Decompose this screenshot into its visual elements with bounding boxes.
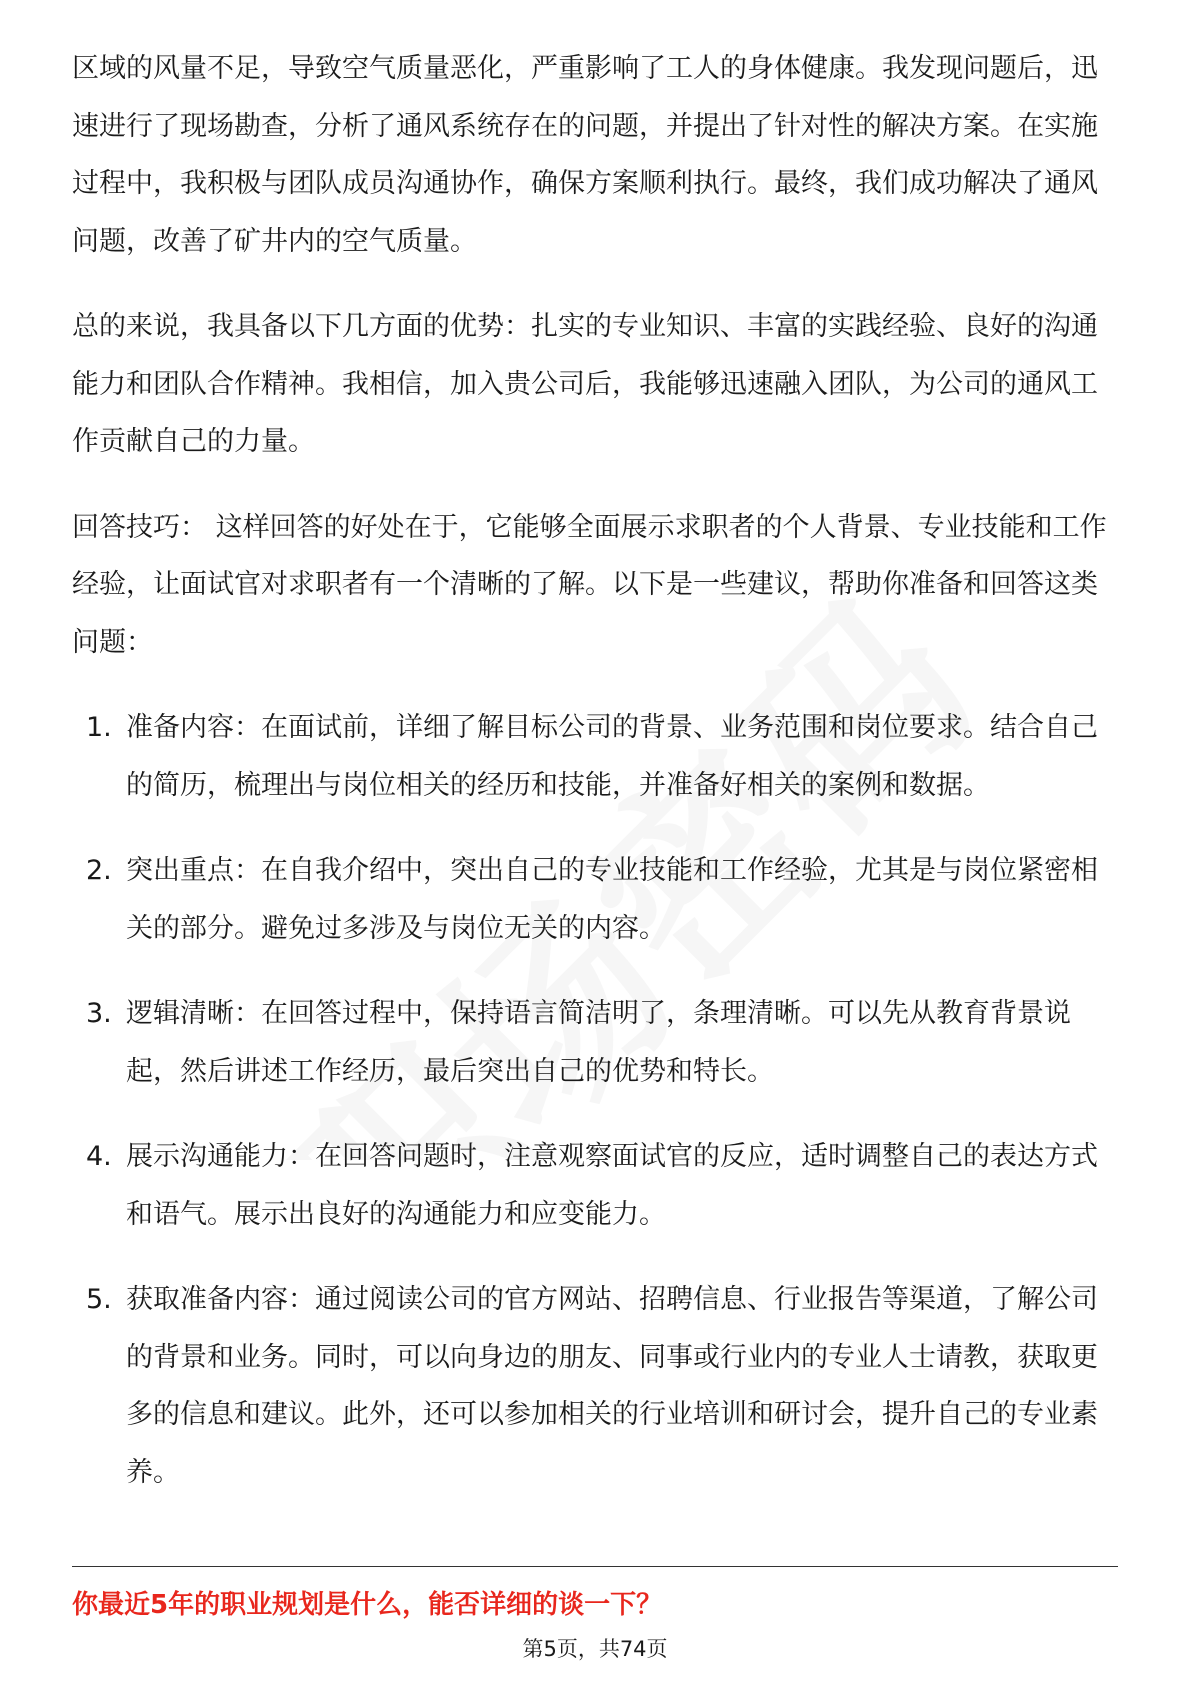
list-number: 2. [86, 855, 112, 886]
list-number: 3. [86, 998, 112, 1029]
paragraph-experience: 区域的风量不足，导致空气质量恶化，严重影响了工人的身体健康。我发现问题后，迅速进行了现场勘查，分析了通风系统存在的问题，并提出了针对性的解决方案。在实施过程中，我积极与团队成员沟通协作，确保方案顺利执行。最终，我们成功解决了通风问题，改善了矿井内的空气质量。 [72, 53, 1098, 257]
tips-list [72, 699, 1118, 1501]
section-divider [72, 1566, 1118, 1567]
paragraph-answer-tips: 回答技巧： 这样回答的好处在于，它能够全面展示求职者的个人背景、专业技能和工作经验，让面试官对求职者有一个清晰的了解。以下是一些建议，帮助你准备和回答这类问题： [72, 511, 1107, 658]
list-text: 准备内容：在面试前，详细了解目标公司的背景、业务范围和岗位要求。结合自己的简历，梳理出与岗位相关的经历和技能，并准备好相关的案例和数据。 [126, 712, 1098, 801]
list-number: 5. [86, 1284, 112, 1315]
page-footer: 第5页，共74页 [522, 1637, 668, 1661]
list-item [72, 842, 1118, 957]
list-text: 获取准备内容：通过阅读公司的官方网站、招聘信息、行业报告等渠道，了解公司的背景和业务。同时，可以向身边的朋友、同事或行业内的专业人士请教，获取更多的信息和建议。此外，还可以参加相关的行业培训和研讨会，提升自己的专业素养。 [126, 1284, 1098, 1488]
next-question-heading: 你最近5年的职业规划是什么，能否详细的谈一下？ [72, 1590, 663, 1620]
list-text: 突出重点：在自我介绍中，突出自己的专业技能和工作经验，尤其是与岗位紧密相关的部分。避免过多涉及与岗位无关的内容。 [126, 855, 1098, 944]
list-number: 4. [86, 1141, 112, 1172]
list-item [72, 1128, 1118, 1243]
paragraph-summary: 总的来说，我具备以下几方面的优势：扎实的专业知识、丰富的实践经验、良好的沟通能力和团队合作精神。我相信，加入贵公司后，我能够迅速融入团队，为公司的通风工作贡献自己的力量。 [72, 311, 1098, 457]
list-item [72, 985, 1118, 1100]
document-body [72, 40, 1118, 1529]
list-text: 逻辑清晰：在回答过程中，保持语言简洁明了，条理清晰。可以先从教育背景说起，然后讲述工作经历，最后突出自己的优势和特长。 [126, 998, 1071, 1087]
list-text: 展示沟通能力：在回答问题时，注意观察面试官的反应，适时调整自己的表达方式和语气。展示出良好的沟通能力和应变能力。 [126, 1141, 1098, 1230]
list-item [72, 1271, 1118, 1501]
list-item [72, 699, 1118, 814]
list-number: 1. [86, 712, 112, 743]
